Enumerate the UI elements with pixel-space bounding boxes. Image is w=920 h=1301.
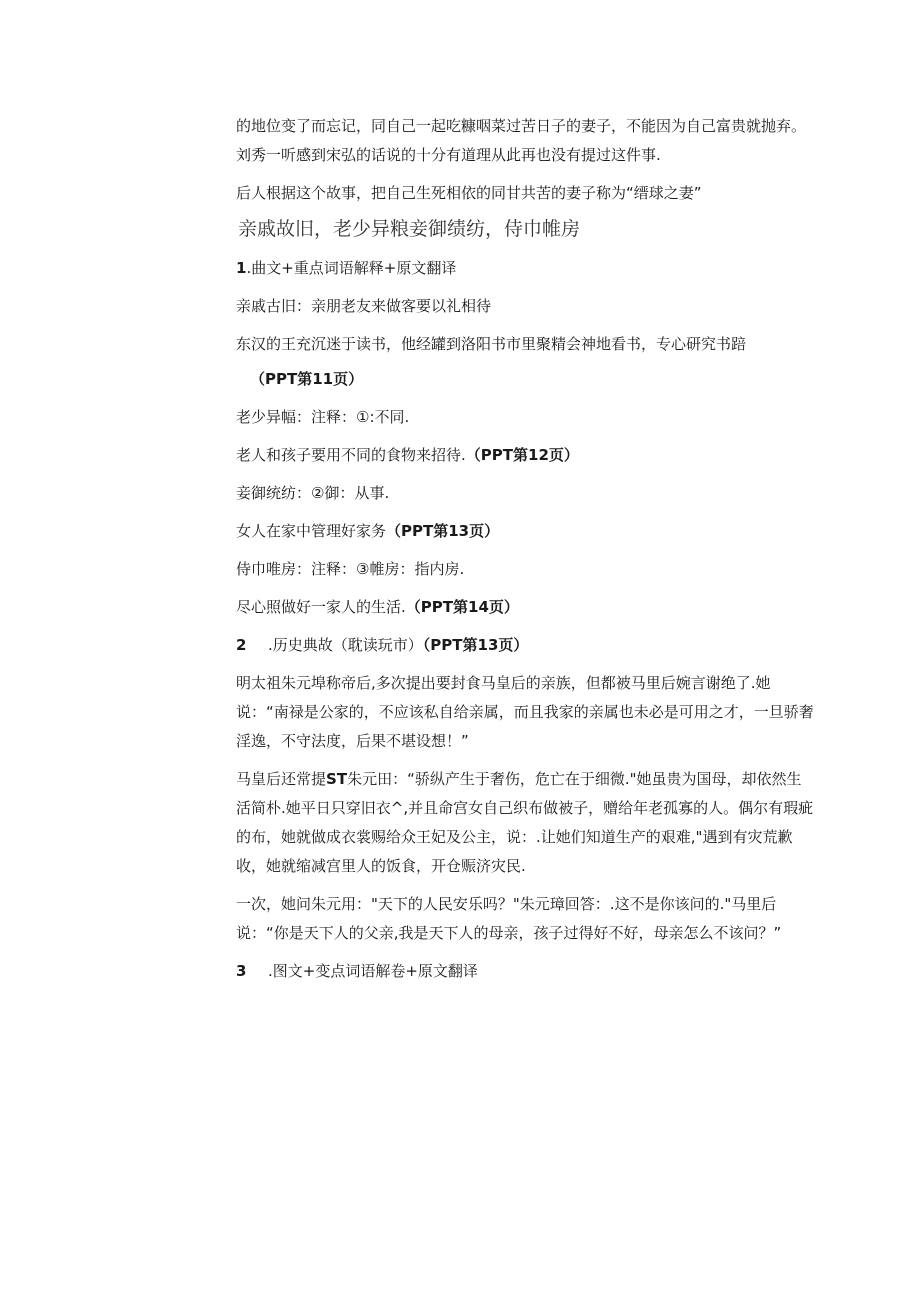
item-3-translation-text: 女人在家中管理好家务 — [236, 522, 387, 540]
item-2-translation — [236, 441, 816, 470]
paragraph-story: 后人根据这个故事，把自己生死相依的同甘共苦的妻子称为“缙球之妻” — [236, 184, 702, 202]
item-1-note: 亲戚古旧：亲朋老友来做客要以礼相待 — [236, 297, 492, 315]
section-2-text: .历史典故（耽读玩市） — [268, 636, 423, 654]
item-4-ppt-ref: （PPT第14页） — [405, 598, 519, 616]
section-1-title — [236, 254, 816, 283]
item-2-translation-text: 老人和孩子要用不同的食物来招待. — [236, 446, 466, 464]
paragraph-intro: 的地位变了而忘记，同自己一起吃糠咽菜过苦日子的妻子，不能因为自己富贵就抛弃。刘秀一听感到宋弘的话说的十分有道理从此再也没有提过这件事. — [236, 117, 807, 164]
section-2-number: 2 — [236, 636, 247, 654]
item-3-translation — [236, 517, 816, 546]
item-4-translation — [236, 593, 816, 622]
item-4-note: 侍巾唯房：注释：③帷房：指内房. — [236, 560, 465, 578]
section-3-title — [236, 957, 816, 986]
section-2-title — [236, 631, 816, 660]
section-heading: 亲戚故旧，老少异粮妾御绩纺，侍巾帷房 — [238, 218, 581, 240]
item-4-translation-text: 尽心照做好一家人的生活. — [236, 598, 406, 616]
item-3-note: 妾御统纺：②御：从事. — [236, 484, 390, 502]
item-2-ppt-ref: （PPT第12页） — [465, 446, 579, 464]
item-2-note: 老少异幅：注释：①:不同. — [236, 408, 410, 426]
paragraph-frugality-rest: 朱元田：“骄纵产生于奢伤，危亡在于细微."她虽贵为国母，却依然生活简朴.她平日只穿旧衣^,并且命宫女自己织布做被子，赠给年老孤寡的人。偶尔有瑕疵的布，她就做成衣裳赐给众王妃及公主，说：.让她们知道生产的艰难,"遇到有灾荒歉收，她就缩减宫里人的饭食，开仓赈济灾民. — [236, 770, 814, 875]
item-1-ppt-ref: （PPT第11页） — [250, 370, 364, 388]
section-2-ppt-ref: （PPT第13页） — [422, 636, 529, 654]
paragraph-dialogue: 一次，她问朱元用："天下的人民安乐吗？"朱元璋回答：.这不是你该问的."马里后说：“你是天下人的父亲,我是天下人的母亲，孩子过得好不好，母亲怎么不该问？” — [236, 895, 782, 942]
item-3-ppt-ref: （PPT第13页） — [386, 522, 500, 540]
section-1-text: .曲文+重点词语解释+原文翻译 — [246, 259, 457, 277]
paragraph-frugality-start: 马皇后还常提 — [236, 770, 327, 788]
section-3-text: .图文+变点词语解卷+原文翻译 — [268, 962, 478, 980]
paragraph-frugality-bold: ST — [326, 770, 348, 788]
section-3-number: 3 — [236, 962, 247, 980]
item-1-translation: 东汉的王充沉迷于读书，他经罐到洛阳书市里聚精会神地看书，专心研究书踣 — [236, 335, 747, 353]
paragraph-empress-ma: 明太祖朱元埠称帝后,多次提出要封食马皇后的亲族，但都被马里后婉言谢绝了.她说：“南禄是公家的，不应该私自给亲属，而且我家的亲属也未必是可用之才，一旦骄奢淫逸，不守法度，后果不堪设想！” — [236, 674, 814, 750]
paragraph-frugality — [236, 765, 816, 881]
section-1-number: 1 — [236, 259, 247, 277]
document-body — [236, 112, 816, 995]
